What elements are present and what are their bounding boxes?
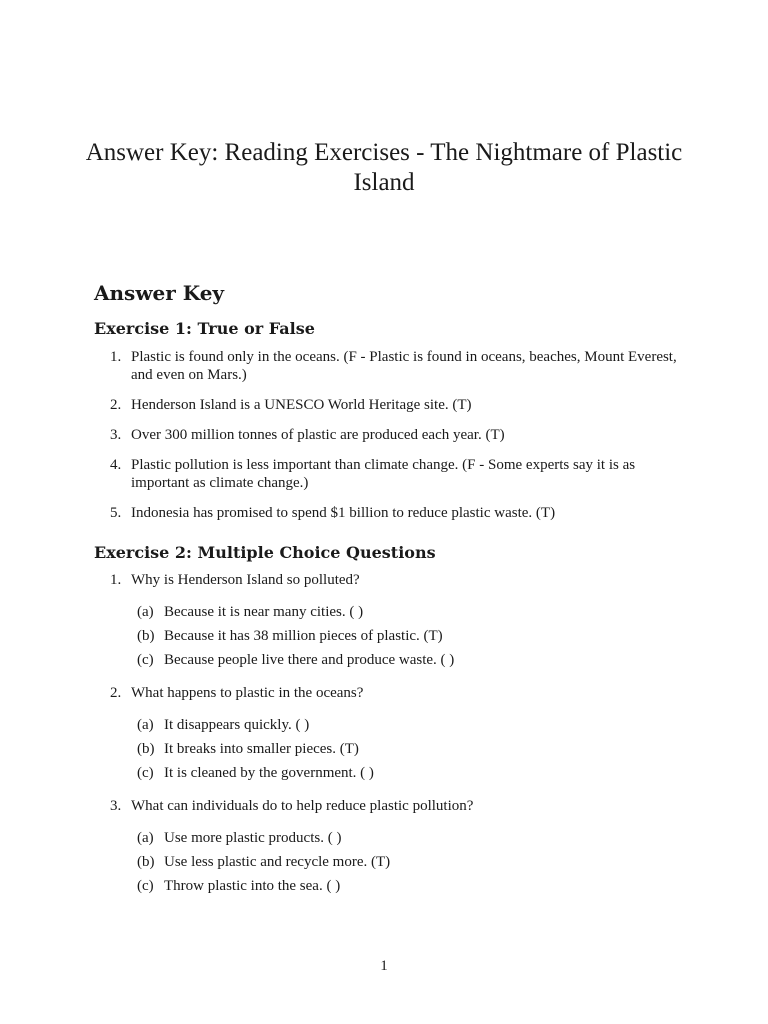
option-text: Because it has 38 million pieces of plastic. (T)	[164, 628, 443, 644]
item-text: Plastic is found only in the oceans. (F - Plastic is found in oceans, beaches, Mount Everest, and even on Mars.)	[131, 349, 677, 383]
answer-options	[131, 826, 684, 898]
answer-option	[131, 624, 684, 648]
list-item	[94, 396, 684, 414]
answer-option	[131, 600, 684, 624]
list-item	[94, 426, 684, 444]
question-number: 3.	[110, 798, 122, 814]
item-number: 1.	[110, 349, 122, 365]
item-text: Over 300 million tonnes of plastic are produced each year. (T)	[131, 427, 505, 443]
option-label: (a)	[137, 830, 154, 846]
answer-options	[131, 713, 684, 785]
item-number: 2.	[110, 397, 122, 413]
answer-option	[131, 850, 684, 874]
option-label: (b)	[137, 854, 155, 870]
question-number: 2.	[110, 685, 122, 701]
exercise-1-title: Exercise 1: True or False	[94, 319, 315, 338]
question-item	[94, 797, 684, 898]
question-text: What happens to plastic in the oceans?	[131, 685, 364, 701]
exercise-2-list	[94, 571, 684, 910]
option-text: Because it is near many cities. ( )	[164, 604, 364, 620]
option-label: (b)	[137, 741, 155, 757]
exercise-2-title: Exercise 2: Multiple Choice Questions	[94, 543, 436, 562]
list-item	[94, 504, 684, 522]
list-item	[94, 348, 684, 384]
item-number: 4.	[110, 457, 122, 473]
question-text: What can individuals do to help reduce plastic pollution?	[131, 798, 474, 814]
item-number: 5.	[110, 505, 122, 521]
exercise-1-list	[94, 348, 684, 534]
item-text: Henderson Island is a UNESCO World Heritage site. (T)	[131, 397, 472, 413]
answer-options	[131, 600, 684, 672]
option-label: (a)	[137, 717, 154, 733]
option-label: (c)	[137, 765, 154, 781]
option-text: Use more plastic products. ( )	[164, 830, 342, 846]
item-number: 3.	[110, 427, 122, 443]
question-item	[94, 684, 684, 785]
option-label: (a)	[137, 604, 154, 620]
option-text: It disappears quickly. ( )	[164, 717, 310, 733]
option-text: It breaks into smaller pieces. (T)	[164, 741, 359, 757]
question-number: 1.	[110, 572, 122, 588]
answer-option	[131, 874, 684, 898]
answer-option	[131, 648, 684, 672]
answer-option	[131, 826, 684, 850]
option-label: (c)	[137, 878, 154, 894]
list-item	[94, 456, 684, 492]
section-heading: Answer Key	[94, 281, 225, 305]
item-text: Plastic pollution is less important than climate change. (F - Some experts say it is as important as climate change.)	[131, 457, 636, 491]
option-text: It is cleaned by the government. ( )	[164, 765, 374, 781]
answer-option	[131, 737, 684, 761]
document-title: Answer Key: Reading Exercises - The Nightmare of Plastic Island	[85, 139, 683, 196]
option-text: Because people live there and produce waste. ( )	[164, 652, 455, 668]
item-text: Indonesia has promised to spend $1 billion to reduce plastic waste. (T)	[131, 505, 556, 521]
answer-option	[131, 713, 684, 737]
option-text: Use less plastic and recycle more. (T)	[164, 854, 391, 870]
option-label: (c)	[137, 652, 154, 668]
question-item	[94, 571, 684, 672]
page-number: 1	[380, 958, 388, 974]
question-text: Why is Henderson Island so polluted?	[131, 572, 360, 588]
option-text: Throw plastic into the sea. ( )	[164, 878, 341, 894]
answer-option	[131, 761, 684, 785]
option-label: (b)	[137, 628, 155, 644]
